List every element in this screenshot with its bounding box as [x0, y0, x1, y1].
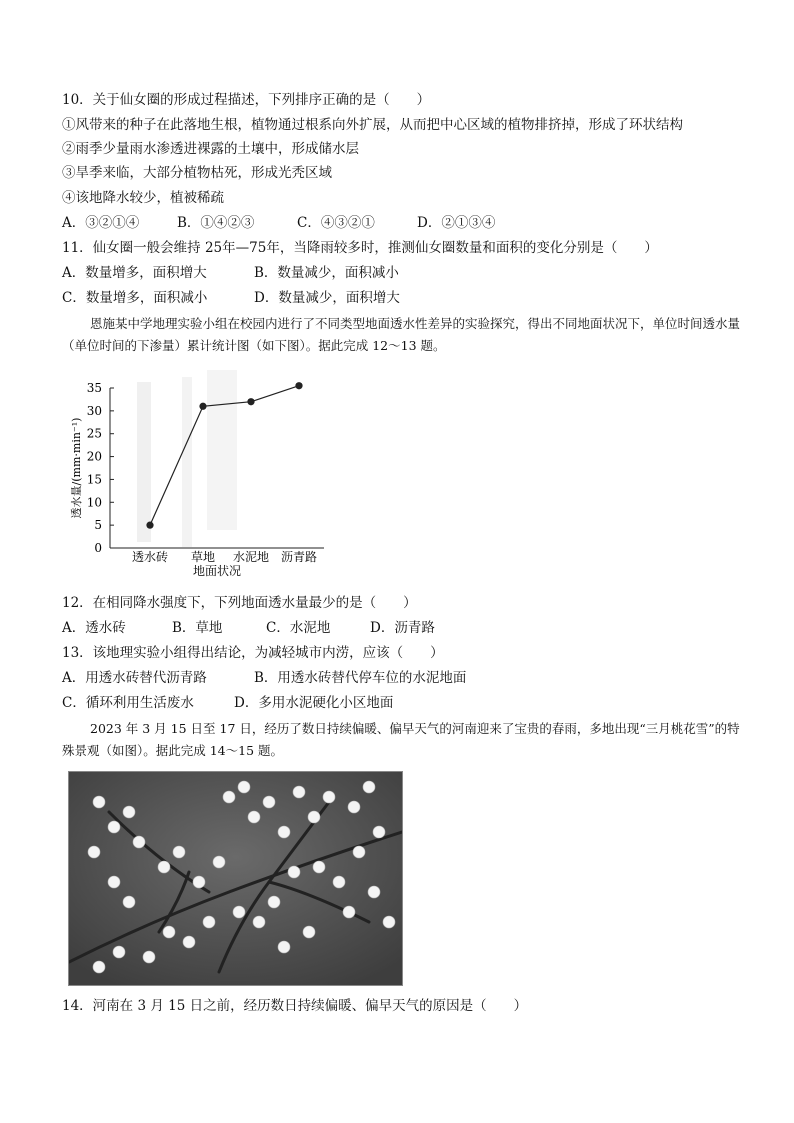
- blossom: [123, 806, 135, 818]
- data-point: [247, 398, 254, 405]
- blossom: [113, 946, 125, 958]
- blossom: [373, 826, 385, 838]
- blossom: [213, 856, 225, 868]
- blossom: [183, 936, 195, 948]
- intro-q14-15: 2023 年 3 月 15 日至 17 日，经历了数日持续偏暖、偏早天气的河南迎来了宝贵的春雨，多地出现“三月桃花雪”的特殊景观（如图）。据此完成 14～15 题。: [62, 721, 740, 758]
- blossom: [93, 961, 105, 973]
- q10-option-c[interactable]: C．④③②①: [297, 215, 375, 231]
- data-point: [295, 382, 302, 389]
- blossom: [263, 796, 275, 808]
- blossom: [163, 926, 175, 938]
- blossom: [268, 896, 280, 908]
- y-tick-label: 10: [86, 495, 102, 510]
- blossom: [278, 826, 290, 838]
- q12-stem: 12．在相同降水强度下，下列地面透水量最少的是（ ）: [62, 595, 417, 611]
- blossom: [123, 896, 135, 908]
- q10-statement-3: ③旱季来临，大部分植物枯死，形成光秃区域: [62, 165, 332, 181]
- intro-q12-13: 恩施某中学地理实验小组在校园内进行了不同类型地面透水性差异的实验探究，得出不同地面状况下，单位时间透水量（单位时间的下渗量）累计统计图（如下图）。据此完成 12～13 题。: [62, 316, 741, 353]
- blossom: [238, 781, 250, 793]
- q10-statement-4: ④该地降水较少，植被稀疏: [62, 190, 224, 206]
- blossom: [333, 876, 345, 888]
- blossom: [108, 821, 120, 833]
- blossom: [133, 836, 145, 848]
- x-tick-label: 沥青路: [280, 550, 318, 564]
- q10-stem: 10．关于仙女圈的形成过程描述，下列排序正确的是（ ）: [62, 92, 431, 108]
- permeability-chart: [62, 362, 342, 580]
- y-tick-label: 0: [94, 541, 102, 555]
- x-tick-label: 草地: [190, 550, 216, 564]
- q11-option-b[interactable]: B．数量减少，面积减小: [254, 265, 399, 281]
- blossom: [353, 846, 365, 858]
- y-tick-label: 25: [86, 426, 102, 441]
- blossom: [193, 876, 205, 888]
- q13-option-a[interactable]: A．用透水砖替代沥青路: [62, 670, 207, 686]
- q13-option-d[interactable]: D．多用水泥硬化小区地面: [234, 695, 394, 711]
- blossom: [248, 811, 260, 823]
- q10-statement-2: ②雨季少量雨水渗透进裸露的土壤中，形成储水层: [62, 141, 359, 157]
- q10-statement-1: ①风带来的种子在此落地生根，植物通过根系向外扩展，从而把中心区域的植物排挤掉，形成了环状结构: [62, 117, 683, 133]
- q12-option-a[interactable]: A．透水砖: [62, 620, 126, 636]
- q11-option-c[interactable]: C．数量增多，面积减小: [62, 290, 208, 306]
- blossom: [313, 861, 325, 873]
- q12-option-c[interactable]: C．水泥地: [266, 620, 331, 636]
- data-point: [199, 403, 206, 410]
- blossom: [223, 791, 235, 803]
- blossom: [278, 941, 290, 953]
- q11-option-a[interactable]: A．数量增多，面积增大: [62, 265, 207, 281]
- q13-options-row2: [62, 694, 393, 712]
- blossom: [383, 916, 395, 928]
- blossom: [288, 866, 300, 878]
- y-tick-label: 15: [86, 472, 102, 487]
- blossom: [203, 916, 215, 928]
- y-tick-label: 30: [86, 403, 102, 418]
- q10-options: [62, 214, 495, 232]
- blossom-illustration: [69, 772, 402, 985]
- q10-option-b[interactable]: B．①④②③: [177, 215, 255, 231]
- q13-option-c[interactable]: C．循环利用生活废水: [62, 695, 194, 711]
- q11-options-row2: [62, 289, 400, 307]
- q12-option-d[interactable]: D．沥青路: [370, 620, 435, 636]
- q11-stem: 11．仙女圈一般会维持 25年—75年，当降雨较多时，推测仙女圈数量和面积的变化分别是（ ）: [62, 240, 658, 256]
- data-point: [146, 522, 153, 529]
- blossom: [158, 861, 170, 873]
- y-tick-label: 35: [86, 381, 102, 395]
- q11-options-row1: [62, 264, 399, 282]
- blossom: [93, 796, 105, 808]
- q13-option-b[interactable]: B．用透水砖替代停车位的水泥地面: [254, 670, 467, 686]
- blossom: [343, 906, 355, 918]
- blossom: [88, 846, 100, 858]
- blossom: [143, 951, 155, 963]
- blossom: [233, 906, 245, 918]
- blossom: [108, 876, 120, 888]
- peach-blossom-snow-photo: [68, 771, 403, 986]
- q12-option-b[interactable]: B．草地: [172, 620, 223, 636]
- blossom: [303, 926, 315, 938]
- q13-stem: 13．该地理实验小组得出结论，为减轻城市内涝，应该（ ）: [62, 645, 444, 661]
- blossom: [293, 786, 305, 798]
- q13-options-row1: [62, 669, 466, 687]
- q11-option-d[interactable]: D．数量减少，面积增大: [254, 290, 400, 306]
- blossom: [323, 791, 335, 803]
- blossom: [363, 781, 375, 793]
- blossom: [348, 801, 360, 813]
- q12-options: [62, 619, 435, 637]
- x-tick-label: 水泥地: [232, 550, 270, 564]
- blossom: [368, 886, 380, 898]
- q10-option-d[interactable]: D．②①③④: [417, 215, 496, 231]
- blossom: [253, 916, 265, 928]
- q10-option-a[interactable]: A．③②①④: [62, 215, 140, 231]
- blossom: [308, 811, 320, 823]
- y-axis-label: 透水量/(mm·min⁻¹): [70, 417, 83, 519]
- blossom: [173, 846, 185, 858]
- q14-stem: 14．河南在 3 月 15 日之前，经历数日持续偏暖、偏早天气的原因是（ ）: [62, 998, 528, 1014]
- x-tick-label: 透水砖: [131, 550, 169, 564]
- y-tick-label: 5: [94, 518, 102, 533]
- x-axis-label: 地面状况: [192, 564, 242, 578]
- y-tick-label: 20: [86, 449, 102, 464]
